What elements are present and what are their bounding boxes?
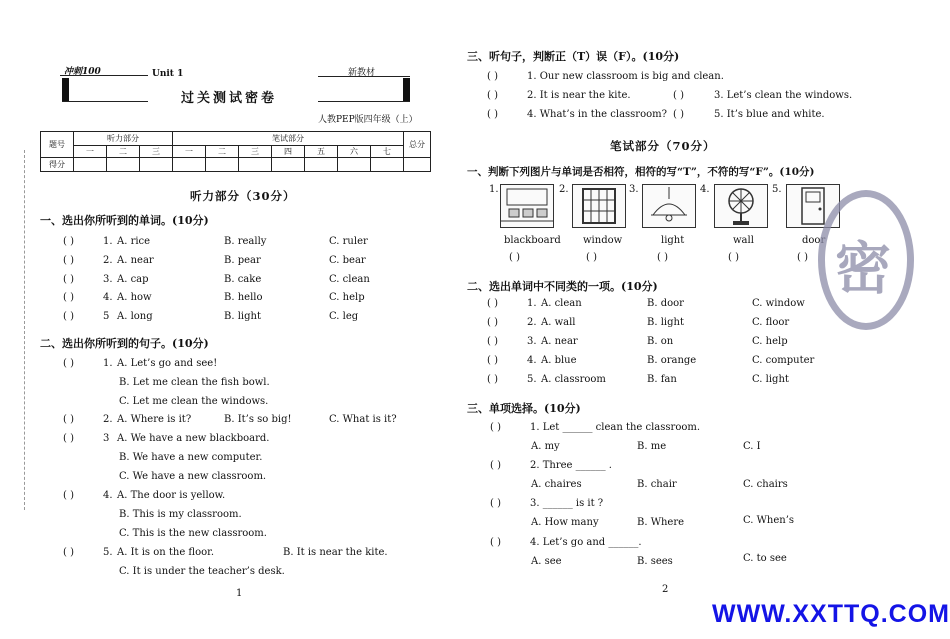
pic-number: 1.: [489, 184, 499, 195]
item-number: 5.: [103, 547, 113, 558]
answer-bracket[interactable]: ( ): [487, 298, 498, 309]
option-c: C. floor: [752, 317, 790, 328]
score-table-total: 总分: [404, 132, 431, 158]
item-number: 4.: [527, 355, 537, 366]
option-c: C. to see: [743, 553, 787, 564]
right-w3-heading: 三、单项选择。(10分): [467, 402, 581, 415]
option-b: B. light: [647, 317, 684, 328]
answer-bracket[interactable]: ( ): [490, 498, 501, 509]
site-watermark: WWW.XXTTQ.COM: [712, 600, 950, 628]
answer-bracket[interactable]: ( ): [797, 252, 808, 263]
header-rule-left: [60, 75, 148, 76]
pic-word: wall: [733, 235, 754, 246]
answer-bracket[interactable]: ( ): [490, 537, 501, 548]
score-table-col: 六: [338, 146, 371, 158]
option-c: C. bear: [329, 255, 366, 266]
item-number: 2.: [103, 414, 113, 425]
score-table-col: 一: [173, 146, 206, 158]
option-a: A. Where is it?: [117, 414, 192, 425]
option-c: C. light: [752, 374, 789, 385]
answer-bracket[interactable]: ( ): [673, 109, 684, 120]
answer-bracket[interactable]: ( ): [487, 336, 498, 347]
page-number-right: 2: [662, 584, 669, 595]
binding-line: [24, 150, 25, 510]
answer-bracket[interactable]: ( ): [63, 414, 74, 425]
question-stem: 4. Let’s go and ______.: [530, 537, 642, 548]
answer-bracket[interactable]: ( ): [487, 374, 498, 385]
answer-bracket[interactable]: ( ): [63, 358, 74, 369]
left-q1-heading: 一、选出你所听到的单词。(10分): [40, 214, 209, 227]
option-c: C. clean: [329, 274, 370, 285]
pic-word: blackboard: [504, 235, 561, 246]
item-number: 5.: [527, 374, 537, 385]
score-table-writing-group: 笔试部分: [173, 132, 404, 146]
option-a: A. wall: [541, 317, 576, 328]
black-bar-left: [62, 78, 69, 102]
header-rule-bottom-right: [318, 101, 410, 102]
score-table-col: 二: [206, 146, 239, 158]
option-a: A. rice: [117, 236, 151, 247]
unit-label: Unit 1: [152, 69, 184, 79]
fan-picture: [714, 184, 768, 228]
score-table-col: 四: [272, 146, 305, 158]
option-a: A. clean: [541, 298, 582, 309]
option-c: C. It is under the teacher’s desk.: [119, 566, 285, 577]
option-c: C. We have a new classroom.: [119, 471, 267, 482]
item-number: 5: [103, 311, 110, 322]
item-number: 3.: [103, 274, 113, 285]
option-a: A. classroom: [541, 374, 606, 385]
edition-label: 新教材: [348, 68, 376, 78]
option-c: C. window: [752, 298, 805, 309]
option-a: A. near: [117, 255, 154, 266]
score-table-col: 三: [140, 146, 173, 158]
item-number: 1.: [103, 236, 113, 247]
seal-stamp-text: 密: [835, 236, 891, 302]
option-b: B. We have a new computer.: [119, 452, 263, 463]
answer-bracket[interactable]: ( ): [63, 490, 74, 501]
option-b: B. Let me clean the fish bowl.: [119, 377, 270, 388]
score-table: [40, 131, 431, 172]
brand-logo: 冲刺100: [64, 67, 101, 77]
grade-label: 人教PEP版四年级（上）: [318, 115, 418, 125]
option-b: B. light: [224, 311, 261, 322]
window-picture: [572, 184, 626, 228]
answer-bracket[interactable]: ( ): [490, 460, 501, 471]
answer-bracket[interactable]: ( ): [673, 90, 684, 101]
item-number: 3: [103, 433, 110, 444]
listening-section-title: 听力部分（30分）: [190, 189, 296, 203]
pic-number: 3.: [629, 184, 639, 195]
pic-number: 2.: [559, 184, 569, 195]
option-c: C. chairs: [743, 479, 788, 490]
option-a: A. see: [531, 556, 562, 567]
option-b: B. pear: [224, 255, 261, 266]
score-table-listening-group: 听力部分: [74, 132, 173, 146]
answer-bracket[interactable]: ( ): [487, 355, 498, 366]
light-picture: [642, 184, 696, 228]
option-c: C. ruler: [329, 236, 368, 247]
tf-statement: 1. Our new classroom is big and clean.: [527, 71, 724, 82]
answer-bracket[interactable]: ( ): [487, 71, 498, 82]
answer-bracket[interactable]: ( ): [63, 255, 74, 266]
black-bar-right: [403, 78, 410, 102]
option-b: B. chair: [637, 479, 677, 490]
score-cell: [74, 158, 107, 172]
answer-bracket[interactable]: ( ): [586, 252, 597, 263]
option-b: B. fan: [647, 374, 677, 385]
score-cell: [140, 158, 173, 172]
item-number: 1.: [103, 358, 113, 369]
option-c: C. I: [743, 441, 761, 452]
option-a: A. how: [117, 292, 152, 303]
score-table-col: 二: [107, 146, 140, 158]
option-c: C. help: [752, 336, 788, 347]
option-a: A. chaires: [531, 479, 582, 490]
answer-bracket[interactable]: ( ): [487, 317, 498, 328]
option-a: A. How many: [531, 517, 599, 528]
tf-statement: 5. It’s blue and white.: [714, 109, 825, 120]
exam-title: 过关测试密卷: [181, 91, 278, 106]
writing-section-title: 笔试部分（70分）: [610, 139, 716, 153]
item-number: 4.: [103, 292, 113, 303]
score-cell: [371, 158, 404, 172]
page-number-left: 1: [236, 588, 243, 599]
score-table-col: 五: [305, 146, 338, 158]
option-b: B. This is my classroom.: [119, 509, 242, 520]
option-b: B. sees: [637, 556, 673, 567]
option-a: A. blue: [541, 355, 577, 366]
option-c: C. help: [329, 292, 365, 303]
option-b: B. me: [637, 441, 667, 452]
answer-bracket[interactable]: ( ): [509, 252, 520, 263]
pic-number: 4.: [700, 184, 710, 195]
header-rule-bottom-left: [62, 101, 148, 102]
option-c: C. When’s: [743, 515, 795, 526]
tf-statement: 2. It is near the kite.: [527, 90, 631, 101]
answer-bracket[interactable]: ( ): [63, 292, 74, 303]
score-cell: [305, 158, 338, 172]
option-a: A. long: [117, 311, 153, 322]
score-table-col: 一: [74, 146, 107, 158]
answer-bracket[interactable]: ( ): [63, 311, 74, 322]
pic-word: door: [802, 235, 826, 246]
score-cell: [107, 158, 140, 172]
right-q3-heading: 三、听句子，判断正（T）误（F）。(10分): [467, 50, 680, 63]
answer-bracket[interactable]: ( ): [657, 252, 668, 263]
item-number: 2.: [103, 255, 113, 266]
option-c: C. computer: [752, 355, 815, 366]
option-b: B. cake: [224, 274, 262, 285]
option-a: A. The door is yellow.: [117, 490, 226, 501]
question-stem: 1. Let ______ clean the classroom.: [530, 422, 701, 433]
option-c: C. What is it?: [329, 414, 397, 425]
tf-statement: 3. Let’s clean the windows.: [714, 90, 853, 101]
option-a: A. It is on the floor.: [117, 547, 215, 558]
option-a: A. We have a new blackboard.: [117, 433, 270, 444]
option-c: C. Let me clean the windows.: [119, 396, 269, 407]
item-number: 2.: [527, 317, 537, 328]
option-a: A. my: [531, 441, 560, 452]
pic-word: window: [583, 235, 623, 246]
answer-bracket[interactable]: ( ): [487, 90, 498, 101]
answer-bracket[interactable]: ( ): [63, 236, 74, 247]
tf-statement: 4. What’s in the classroom?: [527, 109, 667, 120]
score-cell: [206, 158, 239, 172]
answer-bracket[interactable]: ( ): [63, 547, 74, 558]
blackboard-picture: [500, 184, 554, 228]
score-table-score-label: 得分: [41, 158, 74, 172]
question-stem: 2. Three ______ .: [530, 460, 612, 471]
option-b: B. Where: [637, 517, 685, 528]
left-q2-heading: 二、选出你所听到的句子。(10分): [40, 337, 209, 350]
option-b: B. orange: [647, 355, 697, 366]
option-c: C. leg: [329, 311, 359, 322]
item-number: 1.: [527, 298, 537, 309]
score-cell: [272, 158, 305, 172]
option-b: B. door: [647, 298, 684, 309]
score-table-col: 七: [371, 146, 404, 158]
option-b: B. It’s so big!: [224, 414, 292, 425]
option-a: A. Let’s go and see!: [117, 358, 218, 369]
score-cell: [404, 158, 431, 172]
answer-bracket[interactable]: ( ): [487, 109, 498, 120]
answer-bracket[interactable]: ( ): [490, 422, 501, 433]
option-c: C. This is the new classroom.: [119, 528, 267, 539]
score-table-row-label: 题号: [41, 132, 74, 158]
item-number: 3.: [527, 336, 537, 347]
option-b: B. It is near the kite.: [283, 547, 388, 558]
score-cell: [239, 158, 272, 172]
option-a: A. near: [541, 336, 578, 347]
option-a: A. cap: [117, 274, 149, 285]
answer-bracket[interactable]: ( ): [63, 274, 74, 285]
question-stem: 3. ______ is it ?: [530, 498, 604, 509]
item-number: 4.: [103, 490, 113, 501]
right-w1-heading: 一、判断下列图片与单词是否相符，相符的写“T”，不符的写“F”。(10分): [467, 166, 815, 178]
answer-bracket[interactable]: ( ): [728, 252, 739, 263]
answer-bracket[interactable]: ( ): [63, 433, 74, 444]
score-cell: [173, 158, 206, 172]
option-b: B. on: [647, 336, 674, 347]
right-w2-heading: 二、选出单词中不同类的一项。(10分): [467, 280, 658, 293]
pic-number: 5.: [772, 184, 782, 195]
option-b: B. really: [224, 236, 267, 247]
pic-word: light: [661, 235, 685, 246]
header-rule-right: [318, 76, 410, 77]
score-cell: [338, 158, 371, 172]
option-b: B. hello: [224, 292, 263, 303]
score-table-col: 三: [239, 146, 272, 158]
